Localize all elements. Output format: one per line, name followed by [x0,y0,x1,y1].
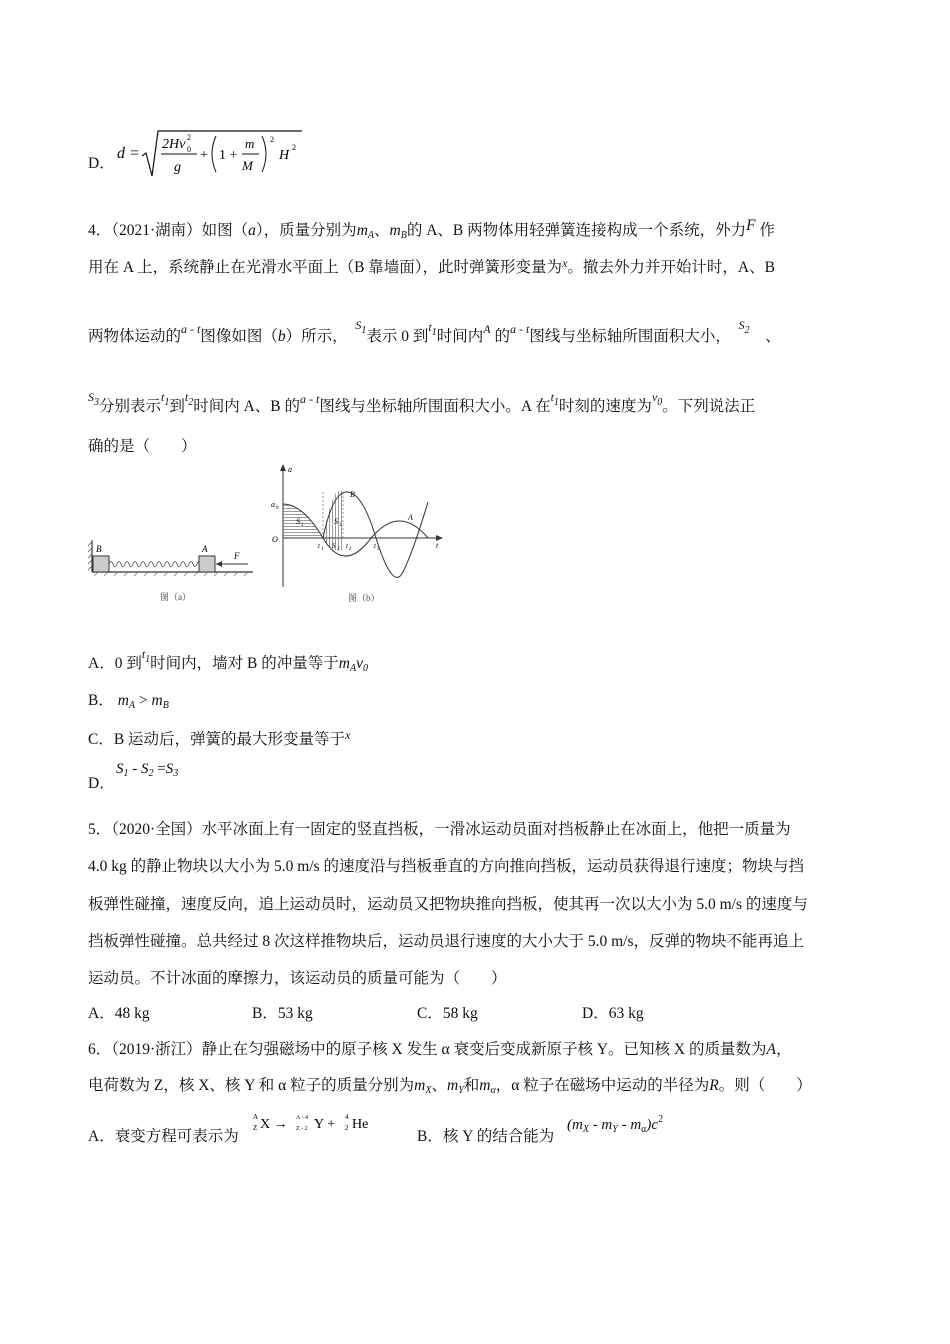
formula-eq: = [130,145,140,162]
q3-d-formula [112,126,312,186]
q4-option-d-formula: $S_1 - S_2 =S_3$ [116,761,179,779]
svg-text:Z - 2: Z - 2 [296,1126,308,1132]
q3-d-label: D． [88,155,115,172]
paren-left [212,136,216,172]
label-t1-sub: 1 [321,547,324,552]
q6-line-2: 电荷数为 Z，核 X、核 Y 和 α 粒子的质量分别为$m_X$、$m_Y$和$m_\alpha$，α 粒子在磁场中运动的半径为R。则（ ） [88,1077,812,1096]
axis-a-arrow [280,464,286,471]
formula-num-sub: 0 [187,145,191,154]
formula-den: g [174,160,181,175]
q5-line-1: 5．（2020·全国）水平冰面上有一固定的竖直挡板，一滑冰运动员面对挡板静止在冰面上，他把一质量为 [88,821,791,838]
label-s3: S [334,517,338,526]
q4-line-3: 两物体运动的$^{a - t}$图像如图（b）所示， $^{S1}$表示 0 到$^{t1}$时间内$^A$ 的$^{a - t}$图线与坐标轴所围面积大小， $^{S2}$ 、 [88,318,781,345]
formula-num-sup: 2 [187,133,191,142]
svg-text:2: 2 [345,1124,349,1132]
q4-line-5: 确的是（ ） [88,438,197,455]
q5-line-3: 板弹性碰撞，速度反向，追上运动员时，运动员又把物块推向挡板，使其再一次以大小为 5.0 m/s 的速度与 [88,896,808,913]
block-a [199,556,215,572]
q6-option-b-text: B．核 Y 的结合能为 [417,1128,555,1145]
q6-option-a-equation [250,1110,390,1140]
q4-line-1: 4．（2021·湖南）如图（a），质量分别为$m_A$、$m_B$的 A、B 两物体用轻弹簧连接构成一个系统，外力F 作 [88,217,775,241]
figure-a [88,540,258,610]
label-s1: S [296,517,300,526]
formula-plus: + [200,148,208,163]
q5-line-4: 挡板弹性碰撞。总共经过 8 次这样推物块后，运动员退行速度的大小大于 5.0 m/s，反弹的物块不能再追上 [88,933,805,950]
label-s1-sub: 1 [301,523,304,528]
q4-option-b: B． $m_A > m_B$ [88,692,169,711]
q4-option-c: C．B 运动后，弹簧的最大形变量等于$^x$ [88,728,351,748]
svg-text:Y +: Y + [314,1117,335,1132]
formula-H: H [279,148,290,163]
q5-option-c: C．58 kg [417,1005,478,1022]
formula-M: M [242,158,253,173]
formula-m: m [245,136,255,151]
q6-option-a-text: A．衰变方程可表示为 [88,1128,239,1145]
q4-option-a: A．0 到$^{t1}$时间内，墙对 B 的冲量等于$m_Av_0$ [88,647,368,674]
label-t2-sub: 2 [349,547,352,552]
caption-b: 图（b） [348,593,380,603]
q4-option-d-label: D． [88,775,115,792]
q6-option-b-expression: $(m_X - m_Y - m_\alpha)c^2$ [567,1114,664,1135]
svg-text:A: A [253,1113,259,1121]
q4-line-2: 用在 A 上，系统静止在光滑水平面上（B 靠墙面），此时弹簧形变量为$^x$。撤去外力并开始计时，A、B [88,256,775,276]
label-s2-sub: 2 [337,547,340,552]
formula-d: d [117,145,125,162]
svg-text:4: 4 [345,1113,349,1121]
q5-option-a: A．48 kg [88,1005,150,1022]
q6-line-1: 6．（2019·浙江）静止在匀强磁场中的原子核 X 发生 α 衰变后变成新原子核 Y。已知核 X 的质量数为A， [88,1041,792,1058]
q4-line-4: $^{S3}$分别表示$^{t1}$到$^{t2}$时间内 A、B 的$^{a - t}$图线与坐标轴所围面积大小。A 在$^{t1}$时刻的速度为$^{v0}$。下列说法正 [88,390,756,415]
svg-text:Z: Z [253,1124,258,1132]
s3-area [323,490,343,538]
label-origin: O [272,535,278,544]
s1-area [283,504,323,538]
label-b: B [96,544,102,554]
caption-a: 图（a） [160,592,191,602]
block-b [93,556,109,572]
label-t3-sub: 3 [377,547,380,552]
label-s3-sub: 3 [339,523,342,528]
label-t2: t [346,542,348,550]
svg-text:X →: X → [260,1117,288,1132]
label-t3: t [374,542,376,550]
force-arrow-head [216,561,222,567]
label-a0-sub: 0 [276,506,279,511]
q5-option-d: D．63 kg [582,1005,644,1022]
label-a: A [202,544,208,554]
q5-option-b: B．53 kg [252,1005,313,1022]
formula-H-exp: 2 [292,143,296,152]
label-a0: a [271,500,275,509]
label-curve-b: B [350,490,355,499]
formula-one-plus: 1 + [219,148,238,163]
label-s2: S [332,542,336,550]
axis-a-label: a [288,465,292,474]
q5-line-2: 4.0 kg 的静止物块以大小为 5.0 m/s 的速度沿与挡板垂直的方向推向挡板，运动员获得退行速度；物块与挡 [88,858,805,875]
formula-exp: 2 [270,135,274,144]
spring [109,562,209,567]
svg-text:A - 4: A - 4 [296,1115,308,1121]
formula-num: 2Hv [162,137,186,152]
label-curve-a: A [408,513,413,522]
axis-t-label: t [436,541,439,550]
label-t1: t [318,542,320,550]
label-f: F [234,551,240,561]
svg-text:He: He [352,1117,369,1132]
paren-right [262,136,266,172]
q5-line-5: 运动员。不计冰面的摩擦力，该运动员的质量可能为（ ） [88,970,507,987]
figure-b [268,462,448,607]
